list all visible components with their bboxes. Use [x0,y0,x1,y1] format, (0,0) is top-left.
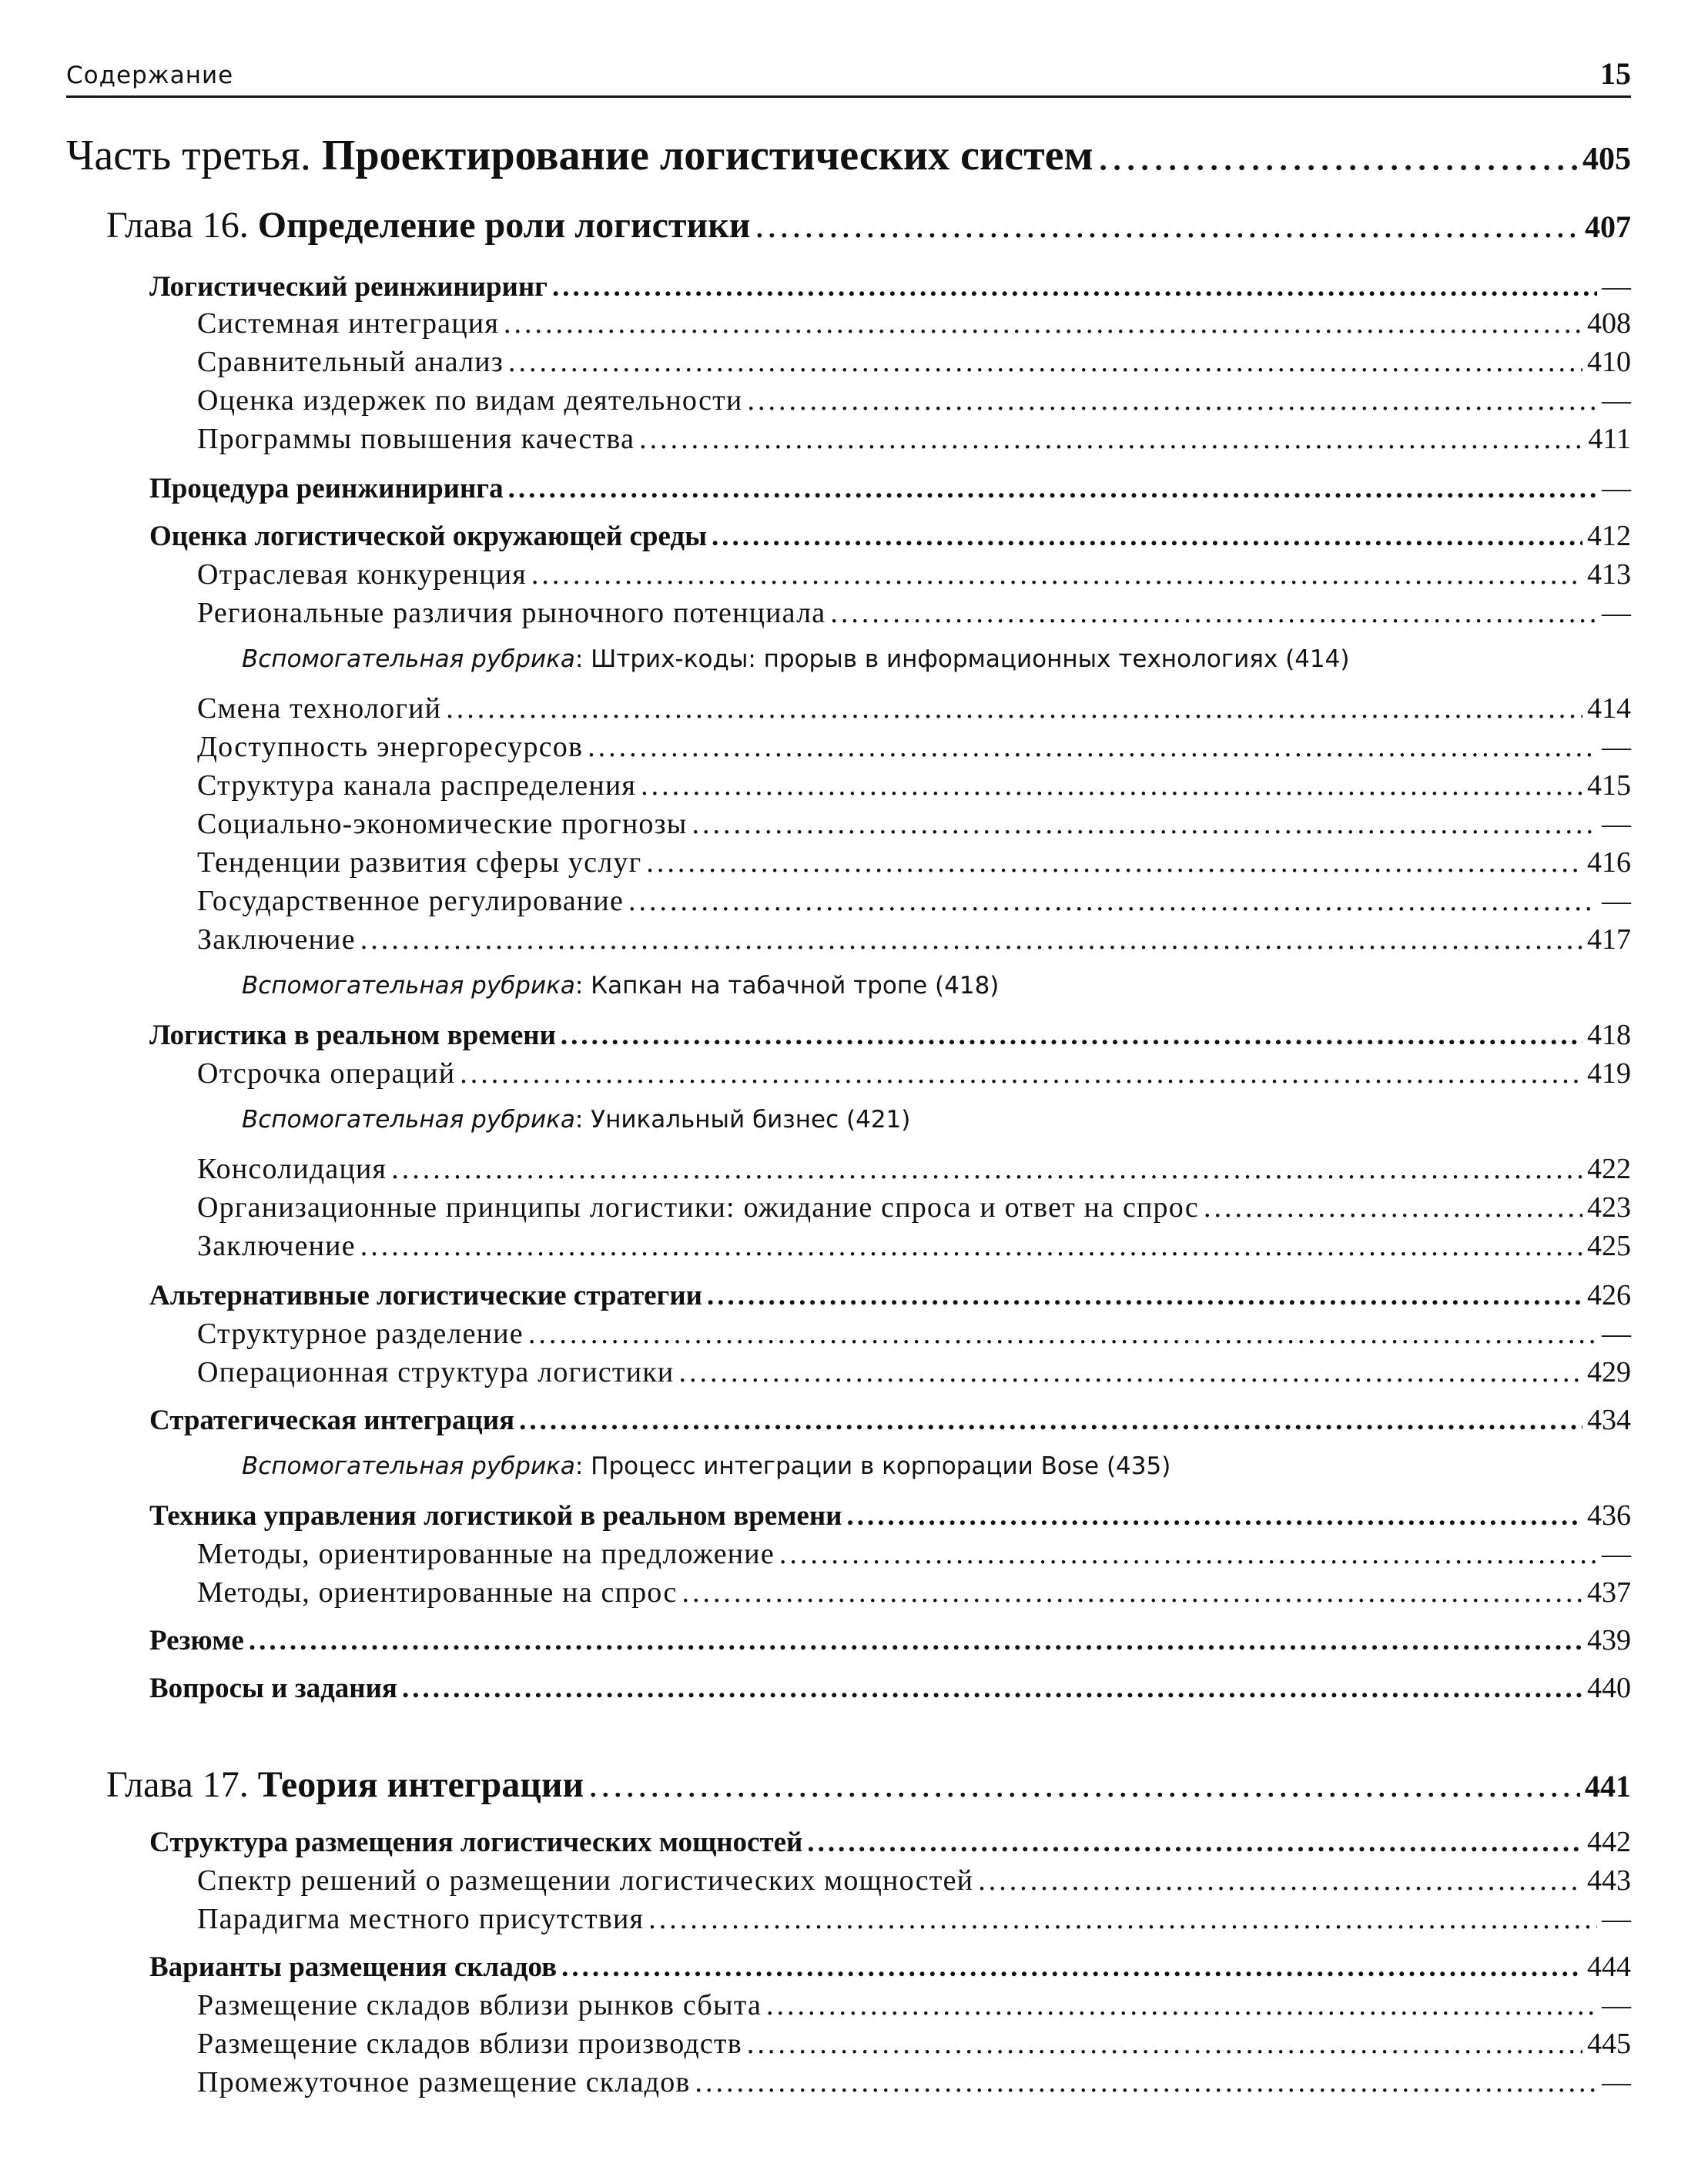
entry-title: Социально-экономические прогнозы [197,808,688,840]
entry-page: 413 [1587,558,1631,591]
entry-page: 439 [1587,1624,1631,1656]
chapter-prefix: Глава 17. [106,1764,249,1805]
dot-leader [460,1057,1582,1090]
entry-title: Структура канала распределения [197,769,637,802]
dot-leader [641,769,1582,802]
entry-title: Смена технологий [197,692,442,725]
toc-chapter[interactable] [106,204,1631,246]
sidebar-rubric[interactable]: Вспомогательная рубрика: Штрих-коды: прорыв в информационных технологиях (414) [242,645,1350,673]
dot-leader [519,1404,1582,1437]
entry-title: Консолидация [197,1153,387,1185]
entry-title: Системная интеграция [197,307,499,340]
toc-subsection[interactable] [197,1902,1631,1936]
entry-title: Оценка издержек по видам деятельности [197,384,743,417]
toc-subsection[interactable] [197,884,1631,918]
entry-page: — [1602,1318,1631,1350]
entry-page: — [1602,731,1631,763]
toc-subsection[interactable] [197,1576,1631,1609]
dot-leader [588,1763,1580,1806]
entry-title: Размещение складов вблизи производств [197,2028,742,2060]
entry-page: — [1602,885,1631,917]
dot-leader [1204,1191,1582,1224]
entry-page: — [1602,472,1631,504]
page-number: 15 [1600,56,1631,91]
entry-page: 408 [1587,307,1631,340]
entry-page: 425 [1587,1230,1631,1262]
dot-leader [807,1826,1582,1859]
entry-page: 419 [1587,1057,1631,1090]
entry-title: Государственное регулирование [197,885,625,917]
toc-subsection[interactable] [197,1537,1631,1571]
dot-leader [695,2065,1597,2099]
entry-page: 442 [1587,1826,1631,1858]
entry-title: Вопросы и задания [149,1673,397,1704]
toc-section[interactable] [149,270,1631,303]
sidebar-label: Вспомогательная рубрика [242,1106,575,1134]
entry-title: Структурное разделение [197,1318,524,1350]
entry-page: — [1602,2066,1631,2098]
chapter-title: Теория интеграции [257,1764,584,1805]
dot-leader [1098,131,1578,180]
dot-leader [531,558,1582,591]
entry-page: 410 [1587,346,1631,378]
toc-subsection[interactable] [197,807,1631,841]
entry-page: 445 [1587,2028,1631,2060]
entry-title: Логистический реинжиниринг [149,271,548,303]
toc-subsection[interactable] [197,1191,1631,1224]
toc-subsection[interactable] [197,2065,1631,2099]
dot-leader [707,1279,1582,1312]
entry-title: Парадигма местного присутствия [197,1903,645,1935]
entry-title: Доступность энергоресурсов [197,731,584,763]
toc-subsection[interactable] [197,730,1631,764]
dot-leader [360,1229,1582,1263]
entry-page: — [1602,1538,1631,1570]
sidebar-title: Штрих-коды: прорыв в информационных технологиях (414) [591,645,1350,673]
entry-page: — [1602,384,1631,417]
entry-page: 440 [1587,1672,1631,1704]
toc-subsection[interactable] [197,1355,1631,1389]
toc-subsection[interactable] [197,383,1631,417]
entry-page: 429 [1587,1356,1631,1388]
entry-title: Отраслевая конкуренция [197,558,527,591]
dot-leader [712,520,1582,553]
dot-leader [755,204,1580,246]
running-header-title: Содержание [66,62,234,89]
entry-title: Промежуточное размещение складов [197,2066,691,2098]
toc-section[interactable] [149,519,1631,553]
entry-title: Отсрочка операций [197,1057,456,1090]
toc-section[interactable] [149,1499,1631,1532]
entry-page: — [1602,1903,1631,1935]
dot-leader [508,345,1582,379]
entry-title: Спектр решений о размещении логистических мощностей [197,1864,974,1897]
dot-leader [678,1355,1582,1389]
toc-subsection[interactable] [197,306,1631,340]
toc-part[interactable] [66,131,1631,180]
entry-page: 411 [1588,423,1631,455]
dot-leader [846,1499,1582,1532]
sidebar-title: Процесс интеграции в корпорации Bose (435) [591,1452,1171,1480]
entry-title: Заключение [197,923,356,956]
part-prefix: Часть третья. [66,132,311,179]
chapter-page: 441 [1585,1769,1631,1804]
toc-section[interactable] [149,1403,1631,1437]
dot-leader [766,1988,1597,2022]
entry-title: Размещение складов вблизи рынков сбыта [197,1989,762,2021]
toc-subsection[interactable] [197,345,1631,379]
toc-subsection[interactable] [197,1864,1631,1897]
sidebar-rubric[interactable]: Вспомогательная рубрика: Процесс интеграции в корпорации Bose (435) [242,1452,1171,1480]
running-header [66,55,1631,98]
entry-page: 422 [1587,1153,1631,1185]
entry-title: Резюме [149,1625,244,1656]
toc-section[interactable] [149,1278,1631,1312]
dot-leader [360,923,1582,956]
toc-chapter[interactable] [106,1763,1631,1806]
entry-page: — [1602,1989,1631,2021]
dot-leader [628,884,1597,918]
entry-title: Стратегическая интеграция [149,1405,515,1436]
sidebar-label: Вспомогательная рубрика [242,972,575,1000]
part-title: Проектирование логистических систем [321,132,1093,179]
entry-title: Методы, ориентированные на спрос [197,1576,678,1609]
dot-leader [978,1864,1582,1897]
entry-page: 417 [1587,923,1631,956]
dot-leader [747,383,1597,417]
entry-page: 418 [1587,1019,1631,1051]
dot-leader [552,270,1597,303]
entry-page: 426 [1587,1279,1631,1311]
toc-subsection[interactable] [197,1229,1631,1263]
dot-leader [682,1576,1582,1609]
toc-subsection[interactable] [197,692,1631,725]
toc-subsection[interactable] [197,422,1631,456]
toc-subsection[interactable] [197,1057,1631,1090]
entry-page: — [1602,808,1631,840]
dot-leader [588,730,1597,764]
entry-page: 444 [1587,1951,1631,1983]
toc-subsection[interactable] [197,923,1631,956]
dot-leader [692,807,1598,841]
toc-subsection[interactable] [197,596,1631,630]
entry-title: Техника управления логистикой в реальном времени [149,1500,842,1532]
dot-leader [528,1317,1597,1351]
toc-section[interactable] [149,1950,1631,1984]
dot-leader [779,1537,1597,1571]
chapter-title: Определение роли логистики [257,205,751,246]
toc-subsection[interactable] [197,2027,1631,2061]
dot-leader [561,1951,1582,1984]
entry-title: Оценка логистической окружающей среды [149,521,707,552]
toc-subsection[interactable] [197,1317,1631,1351]
toc-section[interactable] [149,1671,1631,1705]
toc-subsection[interactable] [197,1988,1631,2022]
toc-subsection[interactable] [197,769,1631,802]
dot-leader [508,472,1597,505]
chapter-page: 407 [1585,209,1631,244]
part-page: 405 [1582,142,1631,177]
dot-leader [561,1019,1582,1052]
entry-page: 415 [1587,769,1631,802]
dot-leader [402,1672,1582,1705]
entry-title: Организационные принципы логистики: ожидание спроса и ответ на спрос [197,1191,1199,1224]
dot-leader [249,1624,1582,1657]
entry-page: 412 [1587,520,1631,552]
entry-title: Структура размещения логистических мощностей [149,1827,803,1858]
entry-title: Тенденции развития сферы услуг [197,846,642,879]
entry-page: 437 [1587,1576,1631,1609]
entry-page: — [1602,597,1631,629]
entry-page: — [1602,270,1631,303]
sidebar-label: Вспомогательная рубрика [242,1452,575,1480]
dot-leader [747,2027,1582,2061]
entry-page: 443 [1587,1864,1631,1897]
toc-section[interactable] [149,1018,1631,1052]
dot-leader [446,692,1582,725]
toc-subsection[interactable] [197,1152,1631,1186]
dot-leader [391,1152,1582,1186]
sidebar-label: Вспомогательная рубрика [242,645,575,673]
entry-title: Методы, ориентированные на предложение [197,1538,775,1570]
entry-title: Логистика в реальном времени [149,1020,556,1051]
entry-title: Операционная структура логистики [197,1356,675,1388]
entry-title: Альтернативные логистические стратегии [149,1280,702,1311]
dot-leader [639,422,1583,456]
entry-title: Заключение [197,1230,356,1262]
sidebar-rubric[interactable]: Вспомогательная рубрика: Уникальный бизнес (421) [242,1106,911,1134]
entry-page: 416 [1587,846,1631,879]
sidebar-rubric[interactable]: Вспомогательная рубрика: Капкан на табачной тропе (418) [242,972,1000,1000]
dot-leader [646,846,1582,879]
entry-title: Региональные различия рыночного потенциала [197,597,826,629]
sidebar-title: Уникальный бизнес (421) [591,1106,911,1134]
chapter-prefix: Глава 16. [106,205,249,246]
toc-subsection[interactable] [197,846,1631,879]
toc-section[interactable] [149,1825,1631,1859]
entry-page: 414 [1587,692,1631,725]
entry-title: Программы повышения качества [197,423,635,455]
sidebar-title: Капкан на табачной тропе (418) [591,972,1000,1000]
toc-subsection[interactable] [197,558,1631,591]
dot-leader [648,1902,1597,1936]
toc-section[interactable] [149,1623,1631,1657]
toc-section[interactable] [149,471,1631,505]
entry-page: 436 [1587,1499,1631,1532]
entry-title: Варианты размещения складов [149,1951,558,1983]
entry-page: 423 [1587,1191,1631,1224]
entry-title: Процедура реинжиниринга [149,473,504,504]
entry-page: 434 [1587,1404,1631,1436]
dot-leader [504,306,1582,340]
entry-title: Сравнительный анализ [197,346,504,378]
dot-leader [830,596,1597,630]
